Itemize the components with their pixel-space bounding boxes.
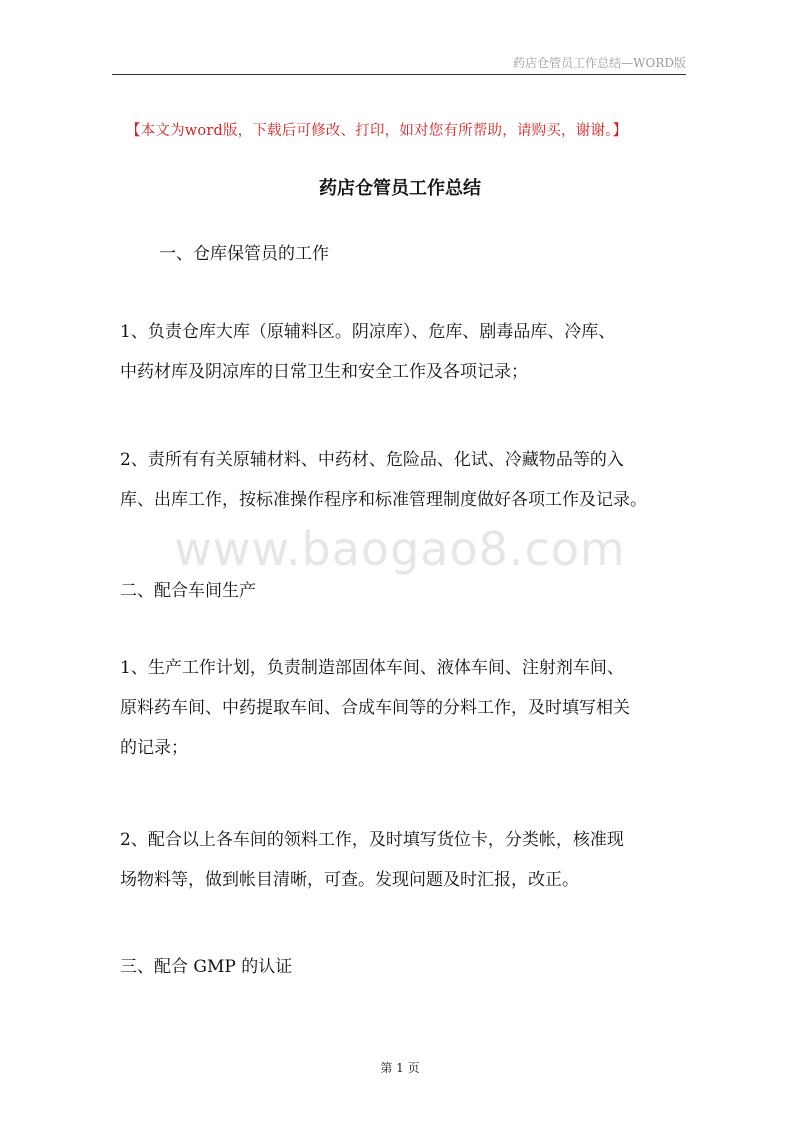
watermark: www.baogao8.com — [174, 522, 626, 576]
paragraph-line: 中药材库及阴凉库的日常卫生和安全工作及各项记录； — [120, 362, 528, 382]
paragraph-line: 1、负责仓库大库（原辅料区。阴凉库）、危库、剧毒品库、冷库、 — [120, 322, 616, 342]
paragraph-2-2 — [120, 820, 690, 900]
section-heading-2: 二、配合车间生产 — [120, 581, 256, 601]
paragraph-line: 的记录； — [120, 738, 188, 758]
document-title: 药店仓管员工作总结 — [319, 178, 481, 199]
paragraph-1-1 — [120, 312, 690, 392]
paragraph-line: 2、责所有有关原辅材料、中药材、危险品、化试、冷藏物品等的入 — [120, 450, 624, 470]
page-header — [112, 54, 686, 75]
section-heading-3: 三、配合 GMP 的认证 — [120, 957, 293, 977]
page-number: 第 1 页 — [380, 1061, 420, 1075]
section-heading-1: 一、仓库保管员的工作 — [159, 244, 329, 264]
paragraph-line: 场物料等，做到帐目清晰，可查。发现问题及时汇报，改正。 — [120, 870, 579, 890]
header-title: 药店仓管员工作总结—WORD版 — [513, 56, 686, 70]
paragraph-line: 2、配合以上各车间的领料工作，及时填写货位卡，分类帐，核准现 — [120, 830, 624, 850]
paragraph-line: 库、出库工作，按标准操作程序和标准管理制度做好各项工作及记录。 — [120, 490, 647, 510]
paragraph-line: 原料药车间、中药提取车间、合成车间等的分料工作，及时填写相关 — [120, 698, 630, 718]
paragraph-line: 1、生产工作计划，负责制造部固体车间、液体车间、注射剂车间、 — [120, 658, 624, 678]
paragraph-2-1 — [120, 648, 690, 768]
paragraph-1-2 — [120, 440, 690, 520]
purchase-notice: 【本文为word版，下载后可修改、打印，如对您有所帮助，请购买，谢谢。】 — [126, 123, 628, 139]
